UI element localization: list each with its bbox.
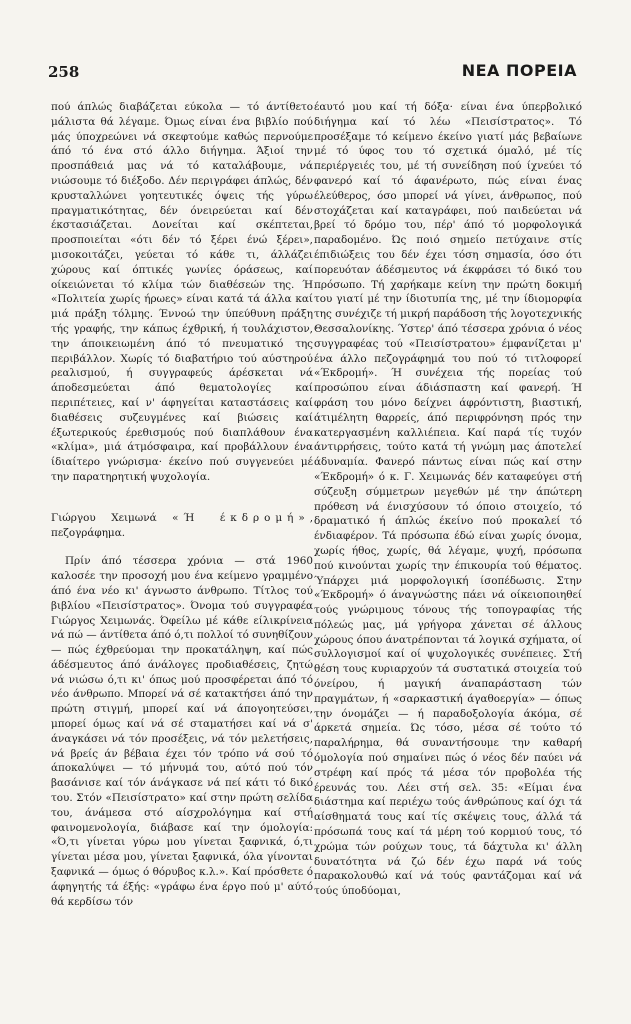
page-number: 258 — [48, 63, 80, 81]
paragraph: πού άπλώς διαβάζεται εύκολα — τό άντίθετο μάλιστα θά λέγαμε. Όμως είναι ένα βιβλίο πού μάς ύποχρεώνει νά σκεφτούμε καθώς περνούμε άπό τό ένα στό άλλο διήγημα. Άξιοί την προσπάθειά μας νά τό καταλάβουμε, νά νιώσουμε τό διέξοδο. Δέν περιγράφει άπλώς, δέν κρυσταλλώνει γοητευτικές όψεις τής γύρω πραγματικότητας, δέν όνειρεύεται καί δέν έκστασιάζεται. Δονείται καί σκέπτεται, προσποιείται «ότι δέν τό ξέρει ένώ ξέρει», μισοκοιτάζει, γεύεται τό κάθε τι, άλλάζει χώρους καί όπτικές γωνίες όράσεως, καί οίκειώνεται τό κλίμα τών διαθέσεών της. Ή «Πολιτεία χωρίς ήρωες» είναι κατά τά άλλα καί μιά πράξη τόλμης. Έννοώ την ύπεύθυνη πράξη τής γραφής, την κάπως έχθρική, ή τουλάχιστον, την άποικειωμένη άπό τό πνευματικό της περιβάλλον. Χωρίς τό διαβατήριο τού αύστηρού ρεαλισμού, ή συγγραφεύς άρέσκεται νά άποδεσμεύεται άπό θεματολογίες καί περιπέτειες, καί ν' άφηγείται καταστάσεις καί διαθέσεις συζευγμένες καί βιώσεις καί έξωτερικούς έρεθισμούς πού διαπλάθουν ένα «κλίμα», μιά άτμόσφαιρα, καί προβάλλουν ένα ίδιαίτερο γνώρισμα· έκείνο πού συγγενεύει μέ την παρατηρητική ψυχολογία. — [51, 101, 313, 483]
review-subtitle: , πεζογράφημα. — [51, 511, 313, 539]
left-column — [51, 100, 313, 909]
review-title: «Ή έκδρομή» — [172, 511, 310, 524]
paragraph: έαυτό μου καί τή δόξα· είναι ένα ύπερβολικό διήγημα καί τό λέω «Πεισίστρατος». Τό προσέξαμε τό κείμενο έκείνο γιατί μάς βεβαίωνε μέ τό ύφος του τό σχετικά όμαλό, μέ τίς περιέργειές του, μέ τή συνείδηση πού ίχνεύει τό φανερό καί τό άφανέρωτο, πώς είναι ένας έλεύθερος, όσο μπορεί νά γίνει, άνθρωπος, πού στοχάζεται καί καταγράφει, πού παιδεύεται νά βρεί τό δρόμο του, πέρ' άπό τό μορφολογικά παραδομένο. Ώς ποιό σημείο πετύχαινε στίς έπιδιώξεις του δέν έχει τόση σημασία, όσο ότι πορευόταν άδέσμευτος νά έκφράσει τό δικό του πρόσωπο. Τή χαρήκαμε κείνη την πρώτη δοκιμή του γιατί μέ την ίδιοτυπία της, μέ την ίδιομορφία της συνέχιζε τή μικρή παράδοση τής λογοτεχνικής Θεσσαλονίκης. Ύστερ' άπό τέσσερα χρόνια ό νέος συγγραφέας τού «Πεισίστρατου» έμφανίζεται μ' ένα άλλο πεζογράφημά του πού τό τιτλοφορεί «Έκδρομή». Ή συνέχεια τής πορείας τού προσώπου είναι άδιάσπαστη καί φανερή. Ή φράση του μόνο δείχνει άφρόντιστη, βιαστική, άτιμέλητη θαρρείς, άπό περιφρόνηση πρός την κατεργασμένη καλλιέπεια. Καί παρά τίς τυχόν άντιρρήσεις, τούτο κατά τή γνώμη μας άποτελεί άδυναμία. Φανερό πάντως είναι πώς καί στην «Έκδρομή» ό κ. Γ. Χειμωνάς δέν καταφεύγει στή σύζευξη σύμμετρων μεγεθών μέ την άπώτερη πρόθεση νά ένισχύσουν τό όποιο στοιχείο, τό δραματικό ή άπλώς έκείνο πού προκαλεί τό ένδιαφέρον. Τά πρόσωπα έδώ είναι χωρίς όνομα, χωρίς ήθος, χωρίς, θά λέγαμε, ψυχή, πρόσωπα πού κινούνται χωρίς την έπικουρία τού θέματος. Ύπάρχει μιά μορφολογική ίσοπέδωσις. Στην «Έκδρομή» ό άναγνώστης πάει νά οίκειοποιηθεί τούς γνώριμους τόνους τής τοπογραφίας τής πόλεώς μας, μά γρήγορα χάνεται σέ άλλους χώρους όπου άνατρέπονται τά λογικά σχήματα, οί συλλογισμοί καί οί ψυχολογικές συνέπειες. Στή θέση τους κυριαρχούν τά συστατικά στοιχεία τού όνείρου, ή μαγική άναπαράσταση τών πραγμάτων, ή «σαρκαστική άγαθοεργία» — όπως την όνομάζει — ή παραδοξολογία άκόμα, σέ άρκετά σημεία. Ώς τόσο, μέσα σέ τούτο τό παραλήρημα, θά συναντήσουμε την καθαρή όμολογία πού σημαίνει πώς ό νέος δέν παύει νά στρέφη καί πρός τά μέσα τόν προβολέα τής έρευνάς του. Λέει στή σελ. 35: «Είμαι ένα διάστημα καί περιέχω τούς άνθρώπους καί όχι τά αίσθηματά τους καί τίς σκέψεις τους, άλλά τά πρόσωπά τους καί τά μέρη τού κορμιού τους, τό χρώμα τών ρούχων τους, τά δάχτυλα κι' άλλη δυνατότητα νά ζώ δέν έχω παρά νά τούς παρακολουθώ καί νά τούς φαντάζομαι καί νά τούς ύποδύομαι, — [314, 101, 582, 898]
running-head: ΝΕΑ ΠΟΡΕΙΑ — [461, 61, 577, 80]
review-author: Γιώργου Χειμωνά — [51, 511, 173, 524]
paragraph: Πρίν άπό τέσσερα χρόνια — στά 1960 καλοσέε την προσοχή μου ένα κείμενο γραμμένο άπό ένα νέο κι' άγνωστο άνθρωπο. Τίτλος τού βιβλίου «Πεισίστρατος». Όνομα τού συγγραφέα Γιώργος Χειμωνάς. Όφείλω μέ κάθε είλικρίνεια νά πώ — άντίθετα άπό ό,τι πολλοί τό συνηθίζουν — πώς έχθρεύομαι την προκατάληψη, καί πώς άδέσμευτος άπό άνάλογες προδιαθέσεις, ζητώ νά νιώσω ό,τι κι' όπως μού προσφέρεται άπό τό νέο άνθρωπο. Μπορεί νά σέ κατακτήσει άπό την πρώτη στιγμή, μπορεί καί νά άπογοητεύσει, μπορεί όμως καί νά σέ σταματήσει καί νά σ' άναγκάσει νά τόν προσέξεις, νά τόν μελετήσεις, νά βρείς άν βέβαια έχει τόν τρόπο νά σού τό άποκαλύψει — τό μήνυμά του, αύτό πού τόν βασάνισε καί τόν άνάγκασε νά πεί κάτι τό δικό του. Στόν «Πεισίστρατο» καί στην πρώτη σελίδα του, άνάμεσα στό αίσχρολόγημα καί στή φαινομενολογία, διάβασε καί την όμολογία: «Ό,τι γίνεται γύρω μου γίνεται ξαφνικά, ό,τι γίνεται μέσα μου, γίνεται ξαφνικά, όλα γίνονται ξαφνικά — όμως ό θόρυβος κ.λ.». Καί πρόσθετε ό άφηγητής τά έξής: «γράφω ένα έργο πού μ' αύτό θά κερδίσω τόν — [51, 555, 313, 908]
right-column — [314, 100, 582, 899]
review-heading — [51, 511, 313, 541]
